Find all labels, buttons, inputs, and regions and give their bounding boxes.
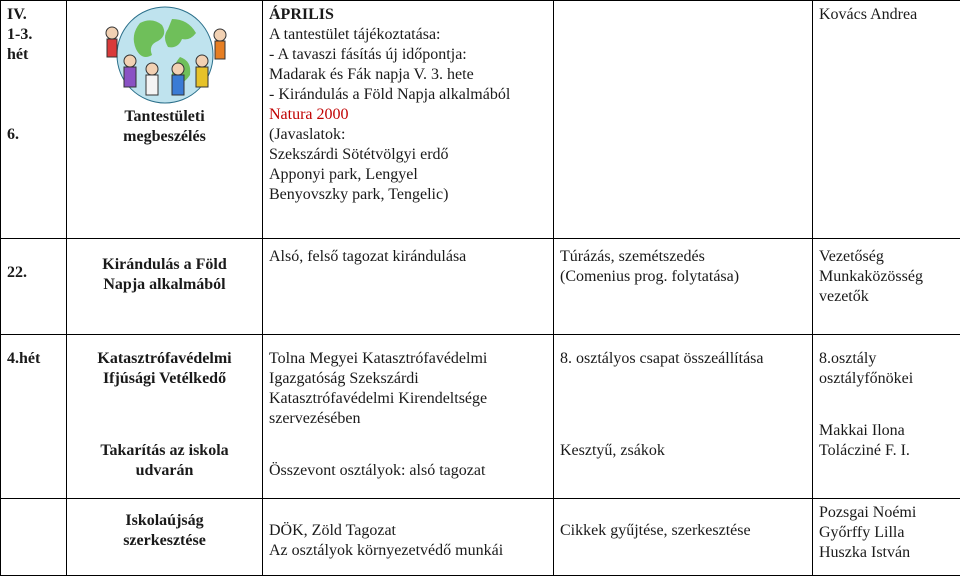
- task-line: Cikkek gyűjtése, szerkesztése: [560, 521, 806, 541]
- responsible-line: vezetők: [819, 287, 954, 307]
- task-cell: [554, 499, 813, 576]
- natura-highlight: Natura 2000: [269, 105, 547, 125]
- table-row: [1, 1, 960, 239]
- description-cell: [263, 239, 554, 335]
- week-line: IV.: [7, 5, 60, 25]
- desc-line: - A tavaszi fásítás új időpontja:: [269, 45, 547, 65]
- week-line: 1-3.: [7, 25, 60, 45]
- table-row: [1, 239, 960, 335]
- desc-line: Tolna Megyei Katasztrófavédelmi: [269, 349, 547, 369]
- responsible-line: Munkaközösség: [819, 267, 954, 287]
- event-title-line: Tantestületi: [73, 107, 256, 127]
- desc-line: Madarak és Fák napja V. 3. hete: [269, 65, 547, 85]
- week-cell: [1, 335, 67, 499]
- event-cell: [67, 499, 263, 576]
- table-row: [1, 335, 960, 499]
- desc-line: Alsó, felső tagozat kirándulása: [269, 247, 547, 267]
- description-cell: [263, 499, 554, 576]
- responsible-line: Pozsgai Noémi: [819, 503, 954, 523]
- globe-children-illustration: [100, 3, 230, 107]
- suggest-line: (Javaslatok:: [269, 125, 547, 145]
- responsible-cell: [813, 1, 960, 239]
- responsible-line: Vezetőség: [819, 247, 954, 267]
- suggest-line: Szekszárdi Sötétvölgyi erdő: [269, 145, 547, 165]
- week-cell: [1, 239, 67, 335]
- week-cell: [1, 1, 67, 239]
- desc-line: Igazgatóság Szekszárdi: [269, 369, 547, 389]
- responsible-line: osztályfőnökei: [819, 369, 954, 389]
- table-row: [1, 499, 960, 576]
- event-title-line: megbeszélés: [73, 127, 256, 147]
- event-title-line: udvarán: [73, 461, 256, 481]
- responsible-cell: [813, 335, 960, 499]
- week-number: 4.hét: [7, 349, 60, 369]
- desc-line: Katasztrófavédelmi Kirendeltsége: [269, 389, 547, 409]
- responsible-line: Győrffy Lilla: [819, 523, 954, 543]
- task-line: Túrázás, szemétszedés: [560, 247, 806, 267]
- responsible-cell: [813, 239, 960, 335]
- week-cell: [1, 499, 67, 576]
- desc-line: szervezésében: [269, 409, 547, 429]
- description-cell: [263, 335, 554, 499]
- responsible-name: Kovács Andrea: [819, 5, 954, 25]
- task-line: (Comenius prog. folytatása): [560, 267, 806, 287]
- event-title-line: Napja alkalmából: [73, 275, 256, 295]
- event-title-line: Kirándulás a Föld: [73, 255, 256, 275]
- event-cell: [67, 1, 263, 239]
- suggest-line: Benyovszky park, Tengelic): [269, 185, 547, 205]
- desc-line: A tantestület tájékoztatása:: [269, 25, 547, 45]
- description-cell: [263, 1, 554, 239]
- desc-line: DÖK, Zöld Tagozat: [269, 521, 547, 541]
- event-title-line: Katasztrófavédelmi: [73, 349, 256, 369]
- week-number: 6.: [7, 125, 19, 145]
- responsible-line: Tolácziné F. I.: [819, 441, 954, 461]
- event-title-line: Takarítás az iskola: [73, 441, 256, 461]
- event-title-line: Ifjúsági Vetélkedő: [73, 369, 256, 389]
- month-heading: ÁPRILIS: [269, 5, 547, 25]
- desc-line: - Kirándulás a Föld Napja alkalmából: [269, 85, 547, 105]
- event-title-line: Iskolaújság: [73, 511, 256, 531]
- suggest-line: Apponyi park, Lengyel: [269, 165, 547, 185]
- event-cell: [67, 335, 263, 499]
- event-cell: [67, 239, 263, 335]
- task-cell: [554, 335, 813, 499]
- responsible-line: Makkai Ilona: [819, 421, 954, 441]
- event-title-line: szerkesztése: [73, 531, 256, 551]
- task-line: Kesztyű, zsákok: [560, 441, 806, 461]
- task-cell: [554, 239, 813, 335]
- responsible-cell: [813, 499, 960, 576]
- week-line: hét: [7, 45, 60, 65]
- responsible-line: Huszka István: [819, 543, 954, 563]
- responsible-line: 8.osztály: [819, 349, 954, 369]
- desc-line: Az osztályok környezetvédő munkái: [269, 541, 547, 561]
- desc-line: Összevont osztályok: alsó tagozat: [269, 461, 547, 481]
- week-number: 22.: [7, 263, 60, 283]
- task-line: 8. osztályos csapat összeállítása: [560, 349, 806, 369]
- task-cell: [554, 1, 813, 239]
